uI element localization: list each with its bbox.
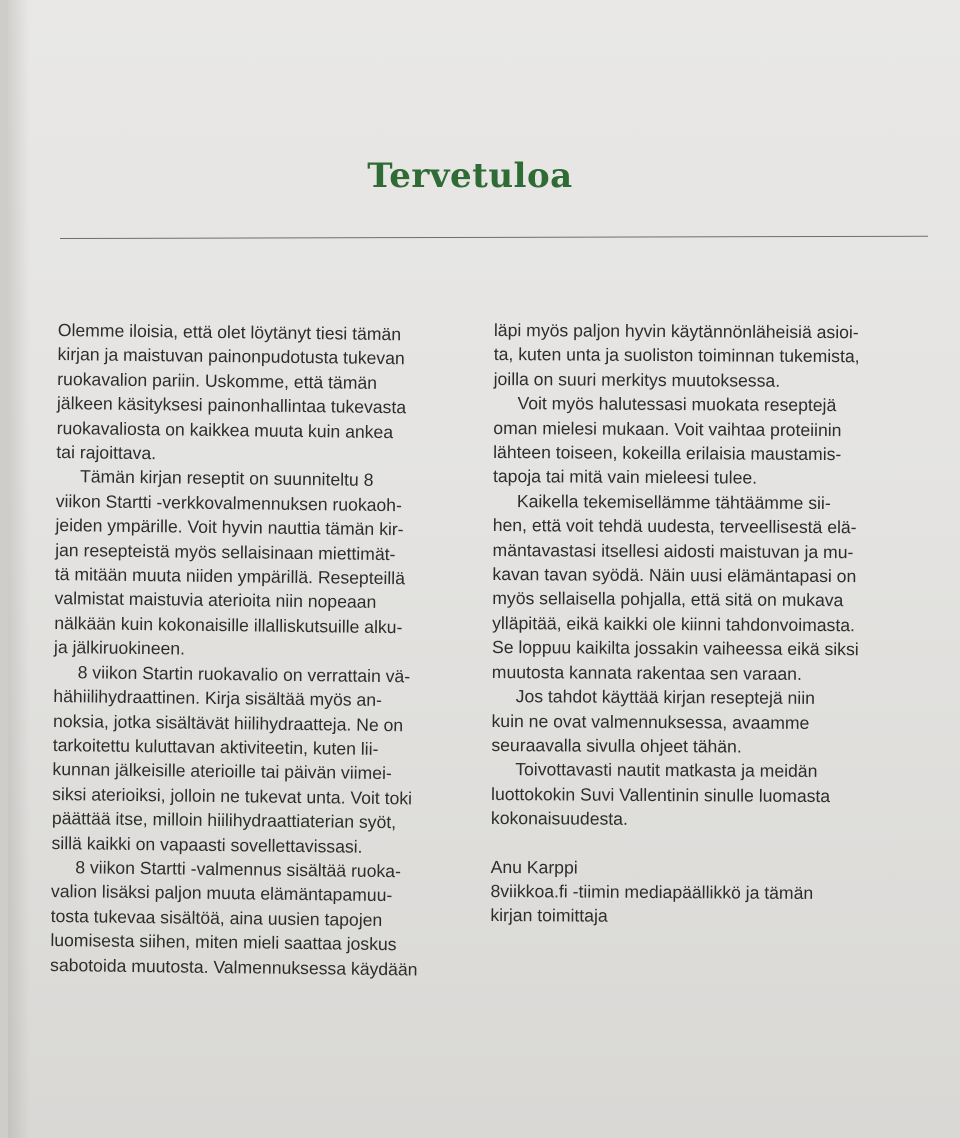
text-line: joilla on suuri merkitys muutoksessa. bbox=[493, 368, 781, 391]
text-line: tarkoitettu kuluttavan aktiviteetin, kuten lii- bbox=[52, 734, 379, 759]
text-line: Kaikella tekemisellämme tähtäämme sii- bbox=[516, 490, 831, 513]
text-line: oman mielesi mukaan. Voit vaihtaa proteiinin bbox=[493, 417, 842, 440]
text-line: myös sellaisella pohjalla, että sitä on mukava bbox=[492, 588, 844, 611]
text-line: tapoja tai mitä vain mieleesi tulee. bbox=[492, 466, 758, 489]
text-line: viikon Startti -verkkovalmennuksen ruokaoh- bbox=[55, 490, 403, 516]
text-line: noksia, jotka sisältävät hiilihydraatteja. Ne on bbox=[52, 710, 404, 735]
text-line: kokonaisuudesta. bbox=[490, 808, 628, 829]
text-line: tosta tukevaa sisältöä, aina uusien tapojen bbox=[50, 905, 383, 930]
text-line: luottokokin Suvi Vallentinin sinulle luomasta bbox=[491, 783, 831, 806]
signature-role: kirjan toimittaja bbox=[490, 905, 608, 927]
text-line: ta, kuten unta ja suoliston toiminnan tukemista, bbox=[493, 344, 860, 367]
text-line: Se loppuu kaikilta jossakin vaiheessa eikä siksi bbox=[491, 637, 859, 660]
text-line: ruokavalion pariin. Uskomme, että tämän bbox=[57, 368, 378, 393]
signature-block bbox=[490, 855, 935, 931]
text-line: 8 viikon Startin ruokavalio on verrattain vä- bbox=[77, 661, 411, 687]
text-line: lähteen toiseen, kokeilla erilaisia maustamis- bbox=[493, 442, 842, 465]
text-line: jälkeen käsityksesi painonhallintaa tukevasta bbox=[56, 393, 407, 418]
paragraph bbox=[54, 464, 476, 664]
text-line: hen, että voit tehdä uudesta, terveellisestä elä- bbox=[492, 515, 857, 538]
text-line: valmistat maistuvia aterioita niin nopeaan bbox=[54, 588, 377, 613]
paragraph bbox=[56, 318, 478, 470]
page-title: Tervetuloa bbox=[367, 156, 573, 196]
text-line: ylläpitää, eikä kaikki ole kiinni tahdonvoimasta. bbox=[492, 612, 856, 636]
paragraph bbox=[50, 855, 471, 982]
text-line: kirjan ja maistuvan painonpudotusta tukevan bbox=[57, 344, 405, 369]
right-text-column bbox=[490, 318, 939, 930]
paragraph bbox=[491, 684, 936, 760]
text-line: luomisesta siihen, miten mieli saattaa joskus bbox=[50, 930, 397, 955]
text-line: ja jälkiruokineen. bbox=[53, 637, 186, 659]
text-line: sabotoida muutosta. Valmennuksessa käydään bbox=[49, 954, 418, 980]
text-line: kuin ne ovat valmennuksessa, avaamme bbox=[491, 710, 810, 733]
text-line: hähiilihydraattinen. Kirja sisältää myös an- bbox=[53, 686, 383, 711]
text-line: nälkään kuin kokonaisille illalliskutsuille alku- bbox=[54, 612, 403, 638]
title-divider bbox=[60, 236, 928, 239]
text-line: jan resepteistä myös sellaisinaan miettimät- bbox=[55, 539, 396, 564]
text-line: valion lisäksi paljon muuta elämäntapamuu- bbox=[50, 881, 393, 906]
book-page bbox=[8, 0, 960, 1138]
text-line: Tämän kirjan reseptit on suunniteltu 8 bbox=[79, 466, 374, 491]
paragraph bbox=[494, 318, 939, 394]
text-line: tai rajoittava. bbox=[56, 442, 157, 464]
paragraph bbox=[492, 489, 938, 687]
text-line: Voit myös halutessasi muokata reseptejä bbox=[517, 393, 837, 416]
text-line: sillä kaikki on vapaasti sovellettavissasi. bbox=[51, 832, 363, 857]
text-line: läpi myös paljon hyvin käytännönläheisiä asioi- bbox=[493, 319, 859, 343]
signature-name: Anu Karppi bbox=[490, 856, 578, 878]
paragraph bbox=[51, 660, 473, 860]
text-line: ruokavaliosta on kaikkea muuta kuin ankea bbox=[56, 417, 394, 442]
text-line: seuraavalla sivulla ohjeet tähän. bbox=[491, 734, 742, 757]
text-line: jeiden ympärille. Voit hyvin nauttia tämän kir- bbox=[55, 515, 404, 540]
text-line: siksi aterioiksi, jolloin ne tukevat unta. Voit toki bbox=[52, 783, 413, 809]
paragraph bbox=[493, 391, 939, 491]
text-line: Olemme iloisia, että olet löytänyt tiesi tämän bbox=[57, 319, 402, 345]
text-line: päättää itse, milloin hiilihydraattiaterian syöt, bbox=[51, 808, 397, 833]
left-text-column bbox=[50, 318, 478, 982]
text-line: mäntavastasi itsellesi aidosti maistuvan ja mu- bbox=[492, 539, 854, 562]
text-line: Jos tahdot käyttää kirjan reseptejä niin bbox=[515, 686, 816, 709]
text-line: 8 viikon Startti -valmennus sisältää ruoka- bbox=[75, 857, 402, 882]
text-line: kavan tavan syödä. Näin uusi elämäntapasi on bbox=[492, 564, 857, 587]
text-line: muutosta kannata rakentaa sen varaan. bbox=[491, 661, 802, 684]
text-line: kunnan jälkeisille aterioille tai päivän viimei- bbox=[52, 759, 392, 784]
signature-role: 8viikkoa.fi -tiimin mediapäällikkö ja tämän bbox=[490, 880, 814, 903]
text-line: Toivottavasti nautit matkasta ja meidän bbox=[515, 759, 818, 782]
paragraph bbox=[491, 757, 936, 833]
text-line: tä mitään muuta niiden ympärillä. Resepteillä bbox=[54, 564, 406, 589]
